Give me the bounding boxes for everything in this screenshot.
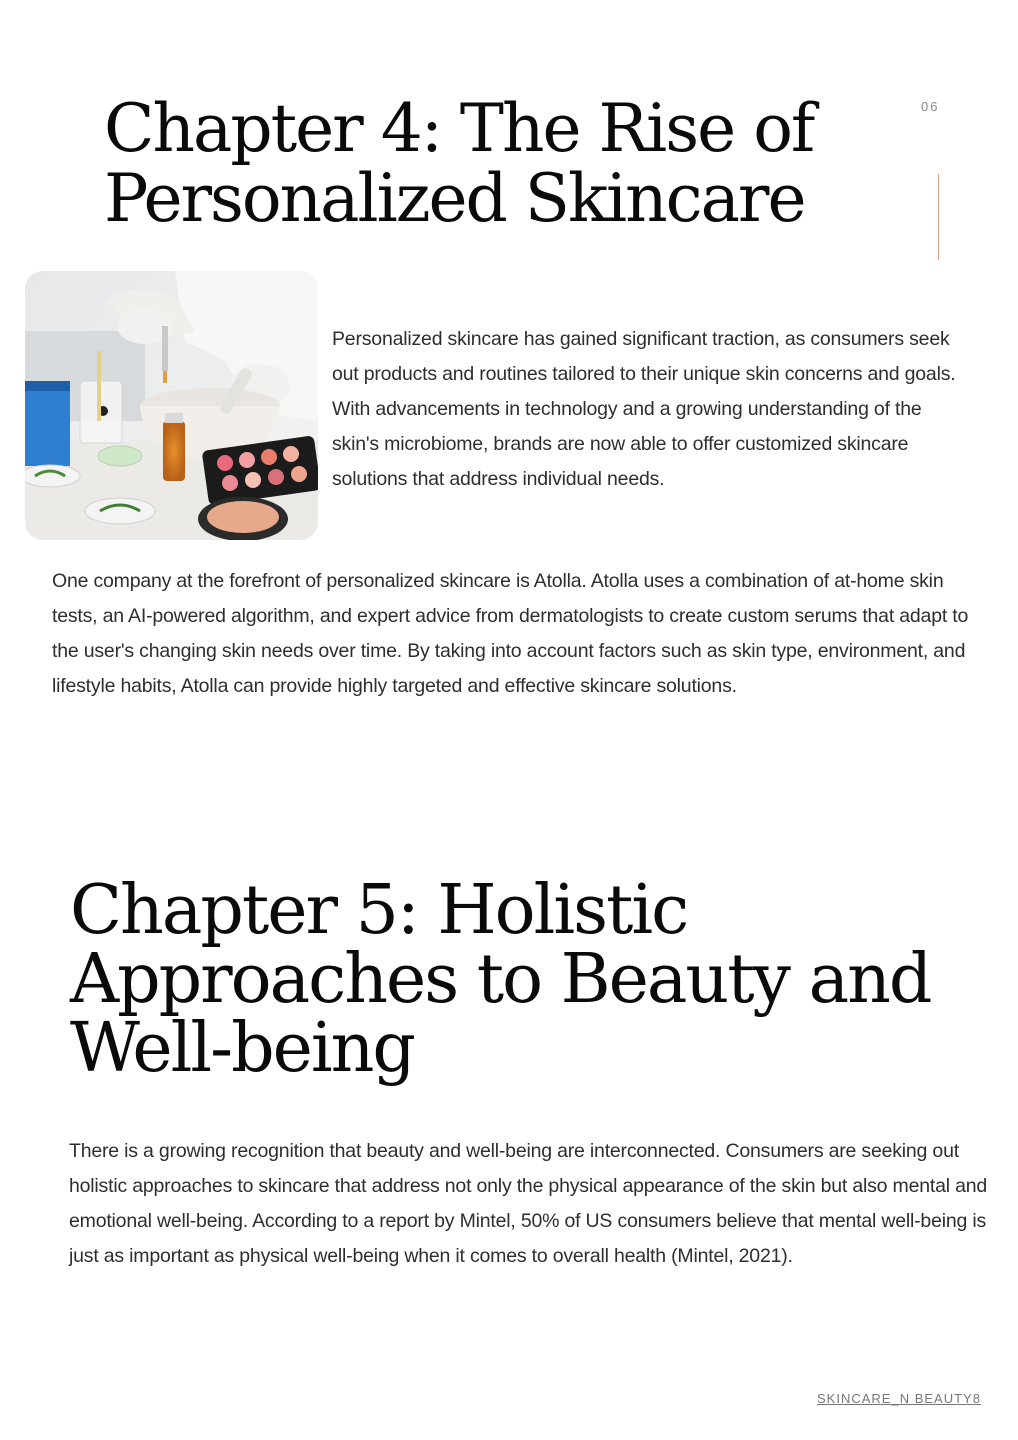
- chapter-5-title: Chapter 5: Holistic Approaches to Beauty and Well-being: [70, 871, 931, 1088]
- chapter-5-body-paragraph: There is a growing recognition that beauty and well-being are interconnected. Consumers are seeking out holistic approaches to skincare that address not only the physical appearance of the skin but also mental and emotional well-being. According to a report by Mintel, 50% of US consumers believe that mental well-being is just as important as physical well-being when it comes to overall health (Mintel, 2021).: [69, 1140, 988, 1267]
- footer-social-handle-link[interactable]: SKINCARE_N BEAUTY8: [817, 1391, 981, 1406]
- lab-skincare-photo: [25, 271, 318, 540]
- chapter-4-intro-paragraph: Personalized skincare has gained significant traction, as consumers seek out products and routines tailored to their unique skin concerns and goals. With advancements in technology and a growing understanding of the skin's microbiome, brands are now able to offer customized skincare solutions that address individual needs.: [332, 328, 956, 490]
- accent-divider-line: [938, 174, 939, 260]
- page-number: 06: [921, 99, 940, 114]
- chapter-4-body-paragraph: One company at the forefront of personalized skincare is Atolla. Atolla uses a combination of at-home skin tests, an AI-powered algorithm, and expert advice from dermatologists to create custom serums that adapt to the user's changing skin needs over time. By taking into account factors such as skin type, environment, and lifestyle habits, Atolla can provide highly targeted and effective skincare solutions.: [52, 570, 969, 697]
- chapter-4-title: Chapter 4: The Rise of Personalized Skincare: [104, 90, 814, 237]
